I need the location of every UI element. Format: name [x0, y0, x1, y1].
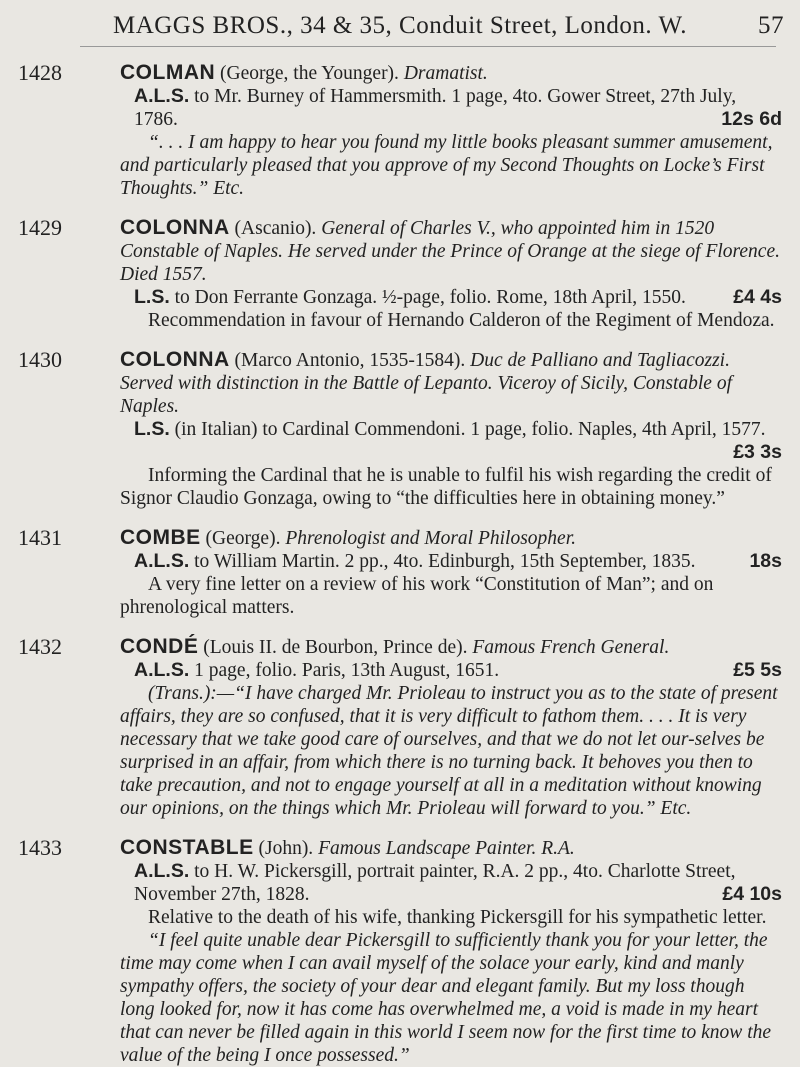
- entry-heading: [120, 836, 782, 860]
- entry-name: COLONNA: [120, 348, 230, 371]
- entry-description: Dramatist.: [403, 63, 488, 84]
- catalogue-entry: [18, 635, 782, 820]
- item-details: to H. W. Pickersgill, portrait painter, R.A. 2 pp., 4to. Charlotte Street, November 27th, 1828.: [134, 861, 736, 905]
- entry-name-detail: (Louis II. de Bourbon, Prince de).: [198, 637, 468, 658]
- item-details: to Don Ferrante Gonzaga. ½-page, folio. Rome, 18th April, 1550.: [169, 287, 686, 308]
- item-line: [120, 418, 782, 464]
- item-details: (in Italian) to Cardinal Commendoni. 1 page, folio. Naples, 4th April, 1577.: [169, 419, 766, 440]
- item-type: L.S.: [134, 286, 170, 308]
- entries-list: [18, 61, 782, 1067]
- item-price: £4 10s: [722, 883, 782, 905]
- entry-note: A very fine letter on a review of his work “Constitution of Man”; and on phrenological matters.: [120, 574, 714, 618]
- catalogue-entry: [18, 61, 782, 200]
- lot-number: 1433: [18, 835, 62, 860]
- page-header: [18, 0, 782, 46]
- item-details: to William Martin. 2 pp., 4to. Edinburgh, 15th September, 1835.: [189, 551, 696, 572]
- entry-description: Famous Landscape Painter. R.A.: [318, 838, 575, 859]
- entry-name: CONSTABLE: [120, 836, 254, 859]
- item-type: A.L.S.: [134, 85, 190, 107]
- item-price: 18s: [749, 550, 782, 572]
- entry-heading: [120, 526, 782, 550]
- entry-name-detail: (Ascanio).: [229, 218, 317, 239]
- catalogue-entry: [18, 526, 782, 619]
- item-type: A.L.S.: [134, 659, 190, 681]
- item-type: L.S.: [134, 418, 170, 440]
- entry-heading: [120, 348, 782, 418]
- entry-quote: “I feel quite unable dear Pickersgill to sufficiently thank you for your letter, the time may come when I can avail myself of the solace your early, kind and manly sympathy offers, the society of your dear and elegant family. But my loss though long looked for, now it has come has overwhelmed me, a void is made in my heart that can never be filled again in this world I seem now for the first time to know the value of the being I once possessed.”: [120, 930, 772, 1066]
- item-line: [120, 659, 782, 682]
- header-title: MAGGS BROS., 34 & 35, Conduit Street, London. W.: [112, 12, 688, 39]
- entry-note: Informing the Cardinal that he is unable to fulfil his wish regarding the credit of Signor Claudio Gonzaga, owing to “the difficulties here in obtaining money.”: [120, 465, 772, 509]
- item-line: [120, 286, 782, 309]
- entry-quote: (Trans.):—“I have charged Mr. Prioleau to instruct you as to the state of present affairs, they are so confused, that it is very difficult to fathom them. . . . It is very necessary that we take good care of ourselves, and that we do not let our-selves be surprised in an affair, from which there is no turning back. It behoves you then to take precaution, and not to engage yourself at all in a meditation without knowing our opinions, on the things which Mr. Prioleau will forward to you.” Etc.: [120, 683, 778, 819]
- entry-name: COLONNA: [120, 216, 230, 239]
- entry-heading: [120, 635, 782, 659]
- item-price: £3 3s: [733, 441, 782, 463]
- entry-name: CONDÉ: [120, 635, 199, 658]
- entry-name-detail: (John).: [253, 838, 314, 859]
- lot-number: 1428: [18, 60, 62, 85]
- catalogue-entry: [18, 216, 782, 332]
- entry-name: COLMAN: [120, 61, 216, 84]
- item-line: [120, 860, 782, 906]
- item-price: £4 4s: [733, 286, 782, 308]
- item-type: A.L.S.: [134, 550, 190, 572]
- entry-description: Duc de Palliano and Tagliacozzi. Served with distinction in the Battle of Lepanto. Viceroy of Sicily, Constable of Naples.: [120, 350, 732, 417]
- lot-number: 1431: [18, 525, 62, 550]
- item-details: to Mr. Burney of Hammersmith. 1 page, 4to. Gower Street, 27th July, 1786.: [134, 86, 737, 130]
- lot-number: 1429: [18, 215, 62, 240]
- item-type: A.L.S.: [134, 860, 190, 882]
- item-line: [120, 550, 782, 573]
- header-rule: [80, 46, 776, 47]
- catalogue-entry: [18, 836, 782, 1067]
- item-price: 12s 6d: [721, 108, 782, 130]
- entry-name-detail: (George).: [200, 528, 281, 549]
- entry-name: COMBE: [120, 526, 201, 549]
- entry-note: Relative to the death of his wife, thanking Pickersgill for his sympathetic letter.: [148, 907, 767, 928]
- catalogue-entry: [18, 348, 782, 510]
- entry-quote: “. . . I am happy to hear you found my little books pleasant summer amusement, and particularly pleased that you approve of my Second Thoughts on Locke’s First Thoughts.” Etc.: [120, 132, 773, 199]
- entry-note: Recommendation in favour of Hernando Calderon of the Regiment of Mendoza.: [148, 310, 775, 331]
- item-details: 1 page, folio. Paris, 13th August, 1651.: [189, 660, 500, 681]
- entry-description: Famous French General.: [472, 637, 670, 658]
- entry-description: Phrenologist and Moral Philosopher.: [285, 528, 577, 549]
- page-number: 57: [758, 12, 784, 39]
- entry-name-detail: (Marco Antonio, 1535-1584).: [229, 350, 466, 371]
- entry-description: General of Charles V., who appointed him in 1520 Constable of Naples. He served under the Prince of Orange at the siege of Florence. Died 1557.: [120, 218, 780, 285]
- item-price: £5 5s: [733, 659, 782, 681]
- entry-heading: [120, 216, 782, 286]
- entry-name-detail: (George, the Younger).: [215, 63, 399, 84]
- item-line: [120, 85, 782, 131]
- entry-heading: [120, 61, 782, 85]
- lot-number: 1430: [18, 347, 62, 372]
- lot-number: 1432: [18, 634, 62, 659]
